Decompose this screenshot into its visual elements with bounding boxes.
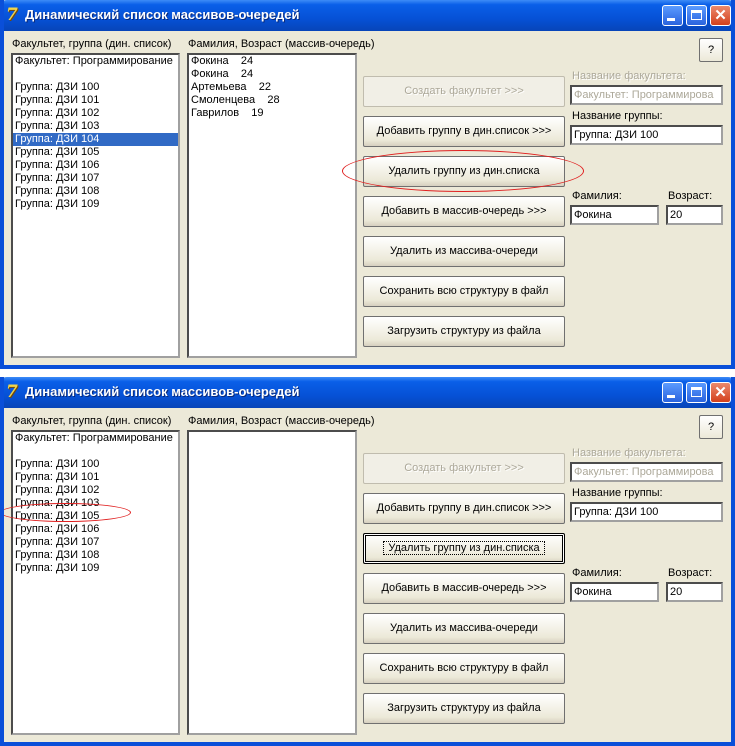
- minimize-icon: [667, 18, 675, 21]
- surname-label: Фамилия:: [572, 567, 622, 579]
- help-button[interactable]: ?: [699, 415, 723, 439]
- list-item[interactable]: Группа: ДЗИ 101: [15, 471, 100, 483]
- create-faculty-button[interactable]: Создать факультет >>>: [363, 76, 565, 107]
- load-structure-button[interactable]: Загрузить структуру из файла: [363, 693, 565, 724]
- delete-group-button[interactable]: Удалить группу из дин.списка: [363, 156, 565, 187]
- delete-from-queue-button[interactable]: Удалить из массива-очереди: [363, 236, 565, 267]
- group-name-label: Название группы:: [572, 487, 663, 499]
- title-bar[interactable]: [0, 377, 735, 408]
- groups-list-label: Факультет, группа (дин. список): [12, 415, 172, 427]
- close-icon: ✕: [714, 7, 727, 24]
- list-item[interactable]: Группа: ДЗИ 103: [15, 497, 100, 509]
- group-name-field[interactable]: Группа: ДЗИ 100: [570, 502, 723, 522]
- age-label: Возраст:: [668, 567, 713, 579]
- add-to-queue-button[interactable]: Добавить в массив-очередь >>>: [363, 196, 565, 227]
- list-item[interactable]: Группа: ДЗИ 107: [15, 536, 100, 548]
- maximize-button[interactable]: [686, 382, 707, 403]
- save-structure-button[interactable]: Сохранить всю структуру в файл: [363, 653, 565, 684]
- list-item[interactable]: Факультет: Программирование: [15, 432, 173, 444]
- delete-group-button-label: Удалить группу из дин.списка: [384, 542, 543, 554]
- list-item[interactable]: Группа: ДЗИ 102: [15, 484, 100, 496]
- list-item[interactable]: Группа: ДЗИ 106: [15, 523, 100, 535]
- minimize-button[interactable]: [662, 382, 683, 403]
- maximize-button[interactable]: [686, 5, 707, 26]
- minimize-icon: [667, 395, 675, 398]
- list-item[interactable]: Группа: ДЗИ 100: [15, 458, 100, 470]
- students-list-label: Фамилия, Возраст (массив-очередь): [188, 38, 375, 50]
- app-window-before: [0, 0, 735, 369]
- create-faculty-button[interactable]: Создать факультет >>>: [363, 453, 565, 484]
- save-structure-button[interactable]: Сохранить всю структуру в файл: [363, 276, 565, 307]
- delphi-app-icon[interactable]: 7: [6, 5, 18, 25]
- faculty-name-field[interactable]: Факультет: Программирова: [570, 462, 723, 482]
- list-item[interactable]: Группа: ДЗИ 108: [15, 549, 100, 561]
- faculty-name-label: Название факультета:: [572, 447, 686, 459]
- students-listbox[interactable]: [187, 53, 357, 358]
- load-structure-button[interactable]: Загрузить структуру из файла: [363, 316, 565, 347]
- list-item[interactable]: Фокина 24: [191, 55, 254, 67]
- list-item[interactable]: Группа: ДЗИ 109: [15, 562, 100, 574]
- age-field[interactable]: 20: [666, 582, 723, 602]
- close-icon: ✕: [714, 384, 727, 401]
- close-button[interactable]: [710, 5, 731, 26]
- list-item[interactable]: [13, 68, 178, 81]
- list-item[interactable]: Группа: ДЗИ 106: [15, 159, 100, 171]
- faculty-name-field[interactable]: Факультет: Программирова: [570, 85, 723, 105]
- list-item[interactable]: Группа: ДЗИ 102: [15, 107, 100, 119]
- groups-list-label: Факультет, группа (дин. список): [12, 38, 172, 50]
- close-button[interactable]: [710, 382, 731, 403]
- delete-from-queue-button[interactable]: Удалить из массива-очереди: [363, 613, 565, 644]
- list-item[interactable]: Фокина 24: [191, 68, 254, 80]
- list-item[interactable]: Группа: ДЗИ 101: [15, 94, 100, 106]
- students-list-label: Фамилия, Возраст (массив-очередь): [188, 415, 375, 427]
- window-title: Динамический список массивов-очередей: [25, 384, 300, 399]
- add-group-button[interactable]: Добавить группу в дин.список >>>: [363, 116, 565, 147]
- minimize-button[interactable]: [662, 5, 683, 26]
- help-button[interactable]: ?: [699, 38, 723, 62]
- surname-label: Фамилия:: [572, 190, 622, 202]
- list-item[interactable]: Гаврилов 19: [191, 107, 264, 119]
- age-field[interactable]: 20: [666, 205, 723, 225]
- delphi-app-icon[interactable]: 7: [6, 382, 18, 402]
- window-title: Динамический список массивов-очередей: [25, 7, 300, 22]
- groups-listbox[interactable]: [11, 53, 180, 358]
- group-name-field[interactable]: Группа: ДЗИ 100: [570, 125, 723, 145]
- age-label: Возраст:: [668, 190, 713, 202]
- group-name-label: Название группы:: [572, 110, 663, 122]
- groups-listbox[interactable]: [11, 430, 180, 735]
- list-item[interactable]: Факультет: Программирование: [15, 55, 173, 67]
- faculty-name-label: Название факультета:: [572, 70, 686, 82]
- list-item[interactable]: Группа: ДЗИ 108: [15, 185, 100, 197]
- list-item[interactable]: Группа: ДЗИ 103: [15, 120, 100, 132]
- title-bar[interactable]: [0, 0, 735, 31]
- list-item[interactable]: Группа: ДЗИ 105: [15, 510, 100, 522]
- add-group-button[interactable]: Добавить группу в дин.список >>>: [363, 493, 565, 524]
- list-item[interactable]: Группа: ДЗИ 107: [15, 172, 100, 184]
- list-item[interactable]: Группа: ДЗИ 100: [15, 81, 100, 93]
- maximize-icon: [691, 387, 702, 397]
- list-item[interactable]: Артемьева 22: [191, 81, 271, 93]
- list-item[interactable]: Смоленцева 28: [191, 94, 280, 106]
- students-listbox[interactable]: [187, 430, 357, 735]
- surname-field[interactable]: Фокина: [570, 582, 659, 602]
- delete-group-button[interactable]: [363, 533, 565, 564]
- list-item[interactable]: Группа: ДЗИ 105: [15, 146, 100, 158]
- surname-field[interactable]: Фокина: [570, 205, 659, 225]
- list-item[interactable]: [13, 445, 178, 458]
- app-window-after: [0, 377, 735, 746]
- add-to-queue-button[interactable]: Добавить в массив-очередь >>>: [363, 573, 565, 604]
- maximize-icon: [691, 10, 702, 20]
- list-item-selected[interactable]: Группа: ДЗИ 104: [13, 133, 178, 146]
- list-item[interactable]: Группа: ДЗИ 109: [15, 198, 100, 210]
